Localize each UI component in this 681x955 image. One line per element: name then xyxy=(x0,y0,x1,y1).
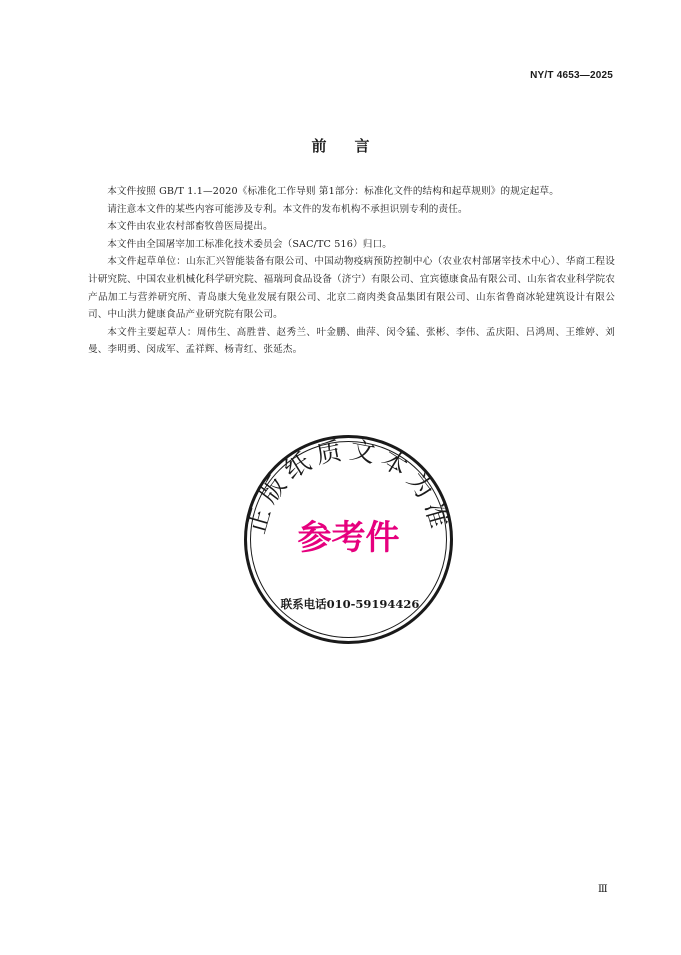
stamp-phone-text: 联系电话010-59194426 xyxy=(280,597,420,611)
paragraph-proposer: 本文件由农业农村部畜牧兽医局提出。 xyxy=(107,221,273,233)
stamp-center-text: 参考件 xyxy=(297,518,400,558)
foreword-body xyxy=(88,183,615,359)
document-code: NY/T 4653—2025 xyxy=(530,70,613,81)
page-number: Ⅲ xyxy=(598,884,608,895)
paragraph-patent-notice: 请注意本文件的某些内容可能涉及专利。本文件的发布机构不承担识别专利的责任。 xyxy=(107,203,468,215)
paragraph-standard-basis: 本文件按照 GB/T 1.1—2020《标准化工作导则 第1部分：标准化文件的结构和起草规则》的规定起草。 xyxy=(107,186,559,197)
paragraph-drafting-units: 本文件起草单位：山东汇兴智能装备有限公司、中国动物疫病预防控制中心（农业农村部屠宰技术中心）、华商工程设计研究院、中国农业机械化科学研究院、福瑞珂食品设备（济宁）有限公司、宜宾德康食品有限公司、山东省农业科学院农产品加工与营养研究所、青岛康大兔业发展有限公司、北京二商肉类食品集团有限公司、山东省鲁商冰轮建筑设计有限公司、中山洪力健康食品产业研究院有限公司。 xyxy=(88,256,615,321)
paragraph-committee: 本文件由全国屠宰加工标准化技术委员会（SAC/TC 516）归口。 xyxy=(107,238,392,250)
reference-copy-stamp xyxy=(241,432,456,647)
page-title: 前言 xyxy=(311,137,398,155)
paragraph-drafters: 本文件主要起草人：周伟生、高胜普、赵秀兰、叶金鹏、曲萍、闵令猛、张彬、李伟、孟庆阳、吕鸿周、王维婷、刘曼、李明勇、闵成军、孟祥辉、杨青红、张延杰。 xyxy=(88,326,615,356)
stamp-ring-text: 正版纸质文本为准 xyxy=(241,435,456,537)
